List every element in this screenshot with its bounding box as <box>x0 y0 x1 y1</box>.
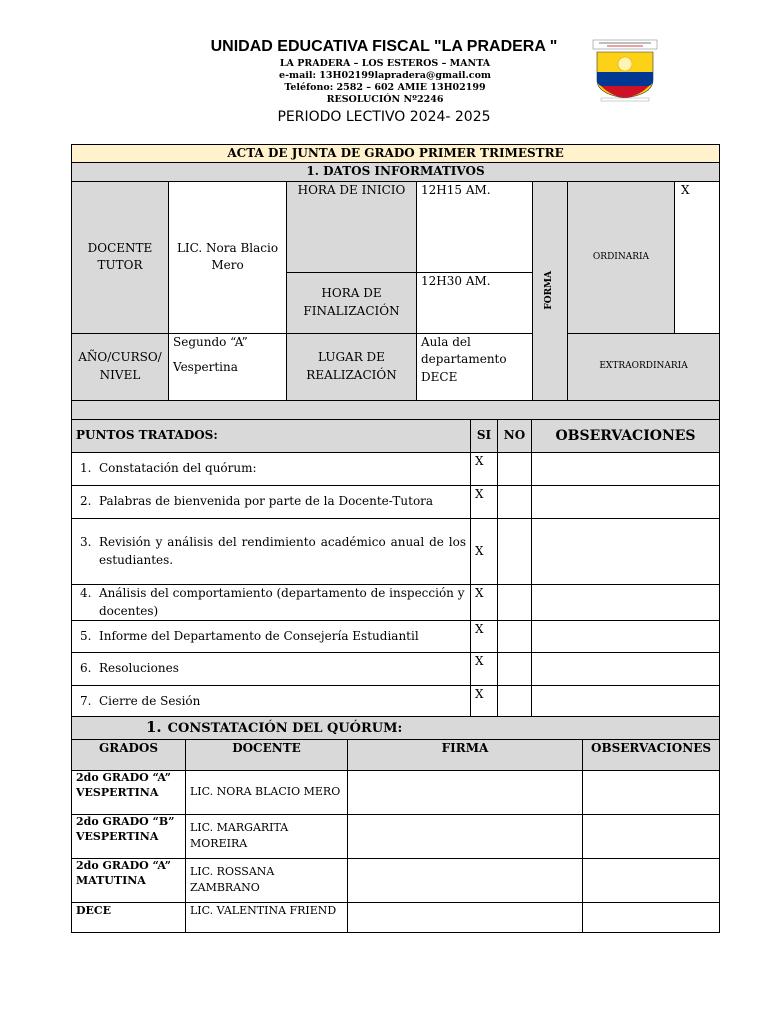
punto-si: X <box>471 621 498 653</box>
quorum-grado: 2do GRADO “A” VESPERTINA <box>72 770 186 814</box>
punto-item: 4. Análisis del comportamiento (departamento de inspección y docentes) <box>72 585 471 621</box>
punto-obs <box>532 486 720 519</box>
quorum-obs <box>583 858 720 902</box>
curso-value <box>169 333 287 400</box>
quorum-obs <box>583 902 720 932</box>
school-resolution: RESOLUCIÓN Nº2246 <box>326 94 444 105</box>
quorum-docente: LIC. VALENTINA FRIEND <box>186 902 348 932</box>
punto-no <box>498 519 532 585</box>
curso-line-2: Vespertina <box>173 360 238 375</box>
ordinaria-label: ORDINARIA <box>568 181 675 333</box>
ordinaria-mark: X <box>675 181 720 333</box>
punto-item: 3. Revisión y análisis del rendimiento académico anual de los estudiantes. <box>72 519 471 585</box>
col-docente: DOCENTE <box>186 739 348 770</box>
quorum-obs <box>583 814 720 858</box>
col-observaciones: OBSERVACIONES <box>583 739 720 770</box>
punto-si: X <box>471 519 498 585</box>
quorum-firma <box>348 858 583 902</box>
punto-si: X <box>471 453 498 486</box>
punto-si: X <box>471 653 498 686</box>
section-datos-informativos: 1. DATOS INFORMATIVOS <box>72 163 720 181</box>
forma-label: FORMA <box>544 271 555 311</box>
punto-obs <box>532 453 720 486</box>
hora-inicio-label: HORA DE INICIO <box>287 181 417 272</box>
punto-item: 7. Cierre de Sesión <box>72 686 471 719</box>
anio-curso-label: AÑO/CURSO/ NIVEL <box>72 333 169 400</box>
punto-no <box>498 686 532 719</box>
quorum-table <box>71 716 720 933</box>
quorum-grado: 2do GRADO “B” VESPERTINA <box>72 814 186 858</box>
school-logo <box>589 38 661 102</box>
docente-tutor-label: DOCENTE TUTOR <box>72 181 169 333</box>
punto-obs <box>532 585 720 621</box>
quorum-docente: LIC. MARGARITA MOREIRA <box>186 814 348 858</box>
punto-si: X <box>471 686 498 719</box>
punto-item: 2. Palabras de bienvenida por parte de la Docente-Tutora <box>72 486 471 519</box>
datos-informativos-table <box>71 144 720 401</box>
col-grados: GRADOS <box>72 739 186 770</box>
quorum-firma <box>348 770 583 814</box>
spacer-row <box>72 401 720 420</box>
hora-fin-label: HORA DE FINALIZACIÓN <box>287 272 417 333</box>
quorum-firma <box>348 814 583 858</box>
quorum-title-row <box>72 717 720 740</box>
punto-si: X <box>471 486 498 519</box>
quorum-title: CONSTATACIÓN DEL QUÓRUM: <box>167 721 403 736</box>
hora-fin-value: 12H30 AM. <box>417 272 533 333</box>
docente-tutor-value: LIC. Nora Blacio Mero <box>169 181 287 333</box>
quorum-obs <box>583 770 720 814</box>
quorum-firma <box>348 902 583 932</box>
quorum-grado: DECE <box>72 902 186 932</box>
punto-no <box>498 653 532 686</box>
hora-inicio-value: 12H15 AM. <box>417 181 533 272</box>
school-email: e-mail: 13H02199lapradera@gmail.com <box>279 70 491 81</box>
punto-no <box>498 585 532 621</box>
observaciones-header: OBSERVACIONES <box>532 420 720 453</box>
quorum-number: 1. <box>146 718 162 736</box>
quorum-grado: 2do GRADO “A” MATUTINA <box>72 858 186 902</box>
lugar-label: LUGAR DE REALIZACIÓN <box>287 333 417 400</box>
forma-cell <box>533 181 568 400</box>
school-name: UNIDAD EDUCATIVA FISCAL "LA PRADERA " <box>210 38 558 55</box>
puntos-header: PUNTOS TRATADOS: <box>72 420 471 453</box>
punto-no <box>498 453 532 486</box>
lugar-value: Aula del departamento DECE <box>417 333 533 400</box>
quorum-docente: LIC. ROSSANA ZAMBRANO <box>186 858 348 902</box>
acta-title: ACTA DE JUNTA DE GRADO PRIMER TRIMESTRE <box>72 145 720 163</box>
punto-item: 6. Resoluciones <box>72 653 471 686</box>
extraordinaria-label: EXTRAORDINARIA <box>568 333 720 400</box>
punto-obs <box>532 686 720 719</box>
no-header: NO <box>498 420 532 453</box>
punto-item: 5. Informe del Departamento de Consejería Estudiantil <box>72 621 471 653</box>
punto-obs <box>532 653 720 686</box>
col-firma: FIRMA <box>348 739 583 770</box>
puntos-tratados-table <box>71 400 720 719</box>
punto-no <box>498 621 532 653</box>
quorum-docente: LIC. NORA BLACIO MERO <box>186 770 348 814</box>
punto-obs <box>532 621 720 653</box>
period-title: PERIODO LECTIVO 2024- 2025 <box>277 109 491 125</box>
school-address: LA PRADERA – LOS ESTEROS – MANTA <box>279 58 491 69</box>
si-header: SI <box>471 420 498 453</box>
school-phone: Teléfono: 2582 – 602 AMIE 13H02199 <box>284 82 486 93</box>
punto-si: X <box>471 585 498 621</box>
punto-obs <box>532 519 720 585</box>
punto-item: 1. Constatación del quórum: <box>72 453 471 486</box>
punto-no <box>498 486 532 519</box>
curso-line-1: Segundo “A” <box>173 334 248 349</box>
